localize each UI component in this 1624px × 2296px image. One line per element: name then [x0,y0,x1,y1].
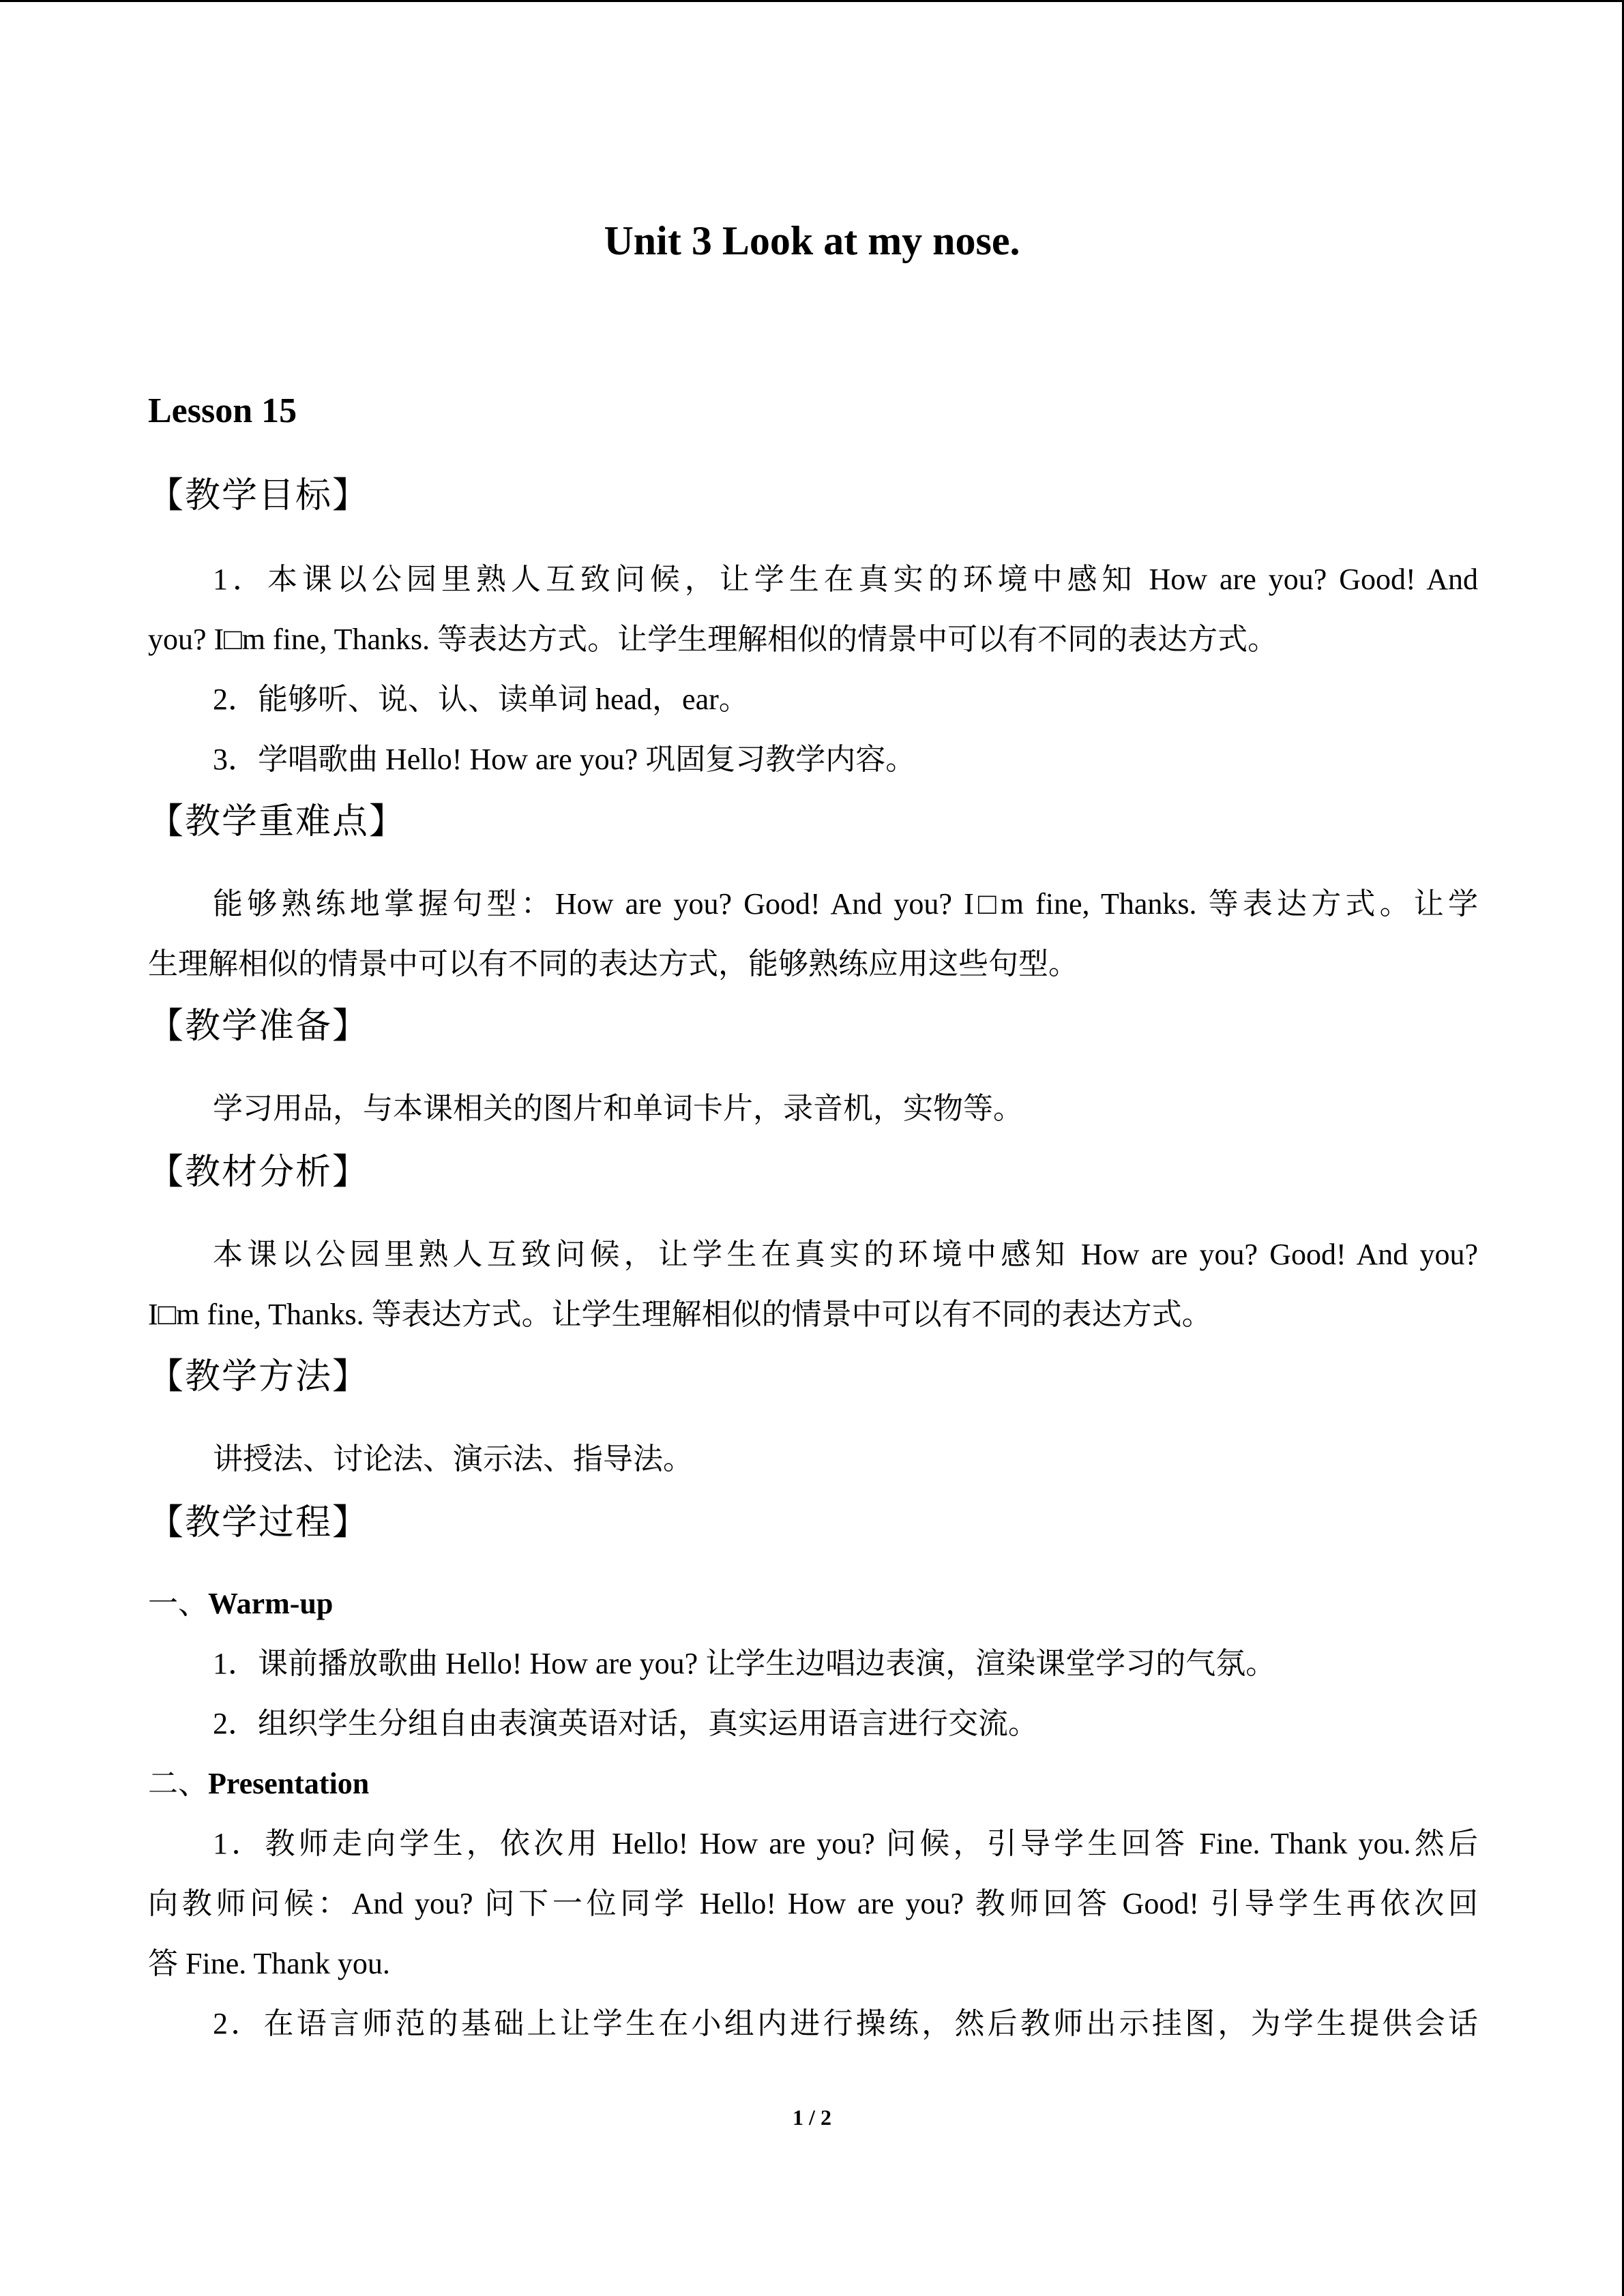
presentation-item-2-line-1: 2．在语言师范的基础上让学生在小组内进行操练，然后教师出示挂图，为学生提供会话 [213,2007,1478,2040]
presentation-item-1-line-2: 向教师问候：And you? 问下一位同学 Hello! How are you? 教师回答 Good! 引导学生再依次回 [148,1887,1478,1920]
warmup-item-1: 1．课前播放歌曲 Hello! How are you? 让学生边唱边表演，渲染课堂学习的气氛。 [213,1647,1276,1680]
warmup-item-2: 2．组织学生分组自由表演英语对话，真实运用语言进行交流。 [213,1707,1038,1740]
objectives-item-1-line-2: you? I□m fine, Thanks. 等表达方式。让学生理解相似的情景中可以有不同的表达方式。 [148,623,1278,656]
section-heading-process: 【教学过程】 [148,1502,370,1543]
subheading-warmup [148,1580,333,1628]
subheading-presentation-title: Presentation [208,1767,370,1800]
section-heading-key-points: 【教学重难点】 [148,801,407,842]
methods-line-1: 讲授法、讨论法、演示法、指导法。 [213,1442,693,1476]
analysis-line-2: I□m fine, Thanks. 等表达方式。让学生理解相似的情景中可以有不同的表达方式。 [148,1298,1212,1331]
preparation-line-1: 学习用品，与本课相关的图片和单词卡片，录音机，实物等。 [213,1092,1023,1125]
section-heading-preparation: 【教学准备】 [148,1006,370,1047]
document-title: Unit 3 Look at my nose. [604,218,1020,263]
subheading-presentation-number: 二、 [148,1767,208,1800]
subheading-presentation [148,1760,369,1808]
section-heading-methods: 【教学方法】 [148,1356,370,1397]
objectives-item-1-line-1: 1．本课以公园里熟人互致问候，让学生在真实的环境中感知 How are you? Good! And [213,563,1478,596]
objectives-item-2: 2．能够听、说、认、读单词 head，ear。 [213,683,749,716]
objectives-item-3: 3．学唱歌曲 Hello! How are you? 巩固复习教学内容。 [213,743,916,776]
lesson-heading: Lesson 15 [148,391,297,430]
analysis-line-1: 本课以公园里熟人互致问候，让学生在真实的环境中感知 How are you? Good! And you? [213,1238,1478,1271]
key-points-line-1: 能够熟练地掌握句型：How are you? Good! And you? I□m fine, Thanks. 等表达方式。让学 [213,887,1478,921]
presentation-item-1-line-3: 答 Fine. Thank you. [148,1947,390,1980]
key-points-line-2: 生理解相似的情景中可以有不同的表达方式，能够熟练应用这些句型。 [148,947,1078,981]
page-number: 1 / 2 [793,2105,831,2130]
presentation-item-1-line-1: 1．教师走向学生，依次用 Hello! How are you? 问候，引导学生回答 Fine. Thank you.然后 [213,1827,1478,1860]
subheading-warmup-title: Warm-up [208,1587,334,1620]
section-heading-objectives: 【教学目标】 [148,475,370,516]
section-heading-analysis: 【教材分析】 [148,1152,370,1193]
subheading-warmup-number: 一、 [148,1587,208,1620]
